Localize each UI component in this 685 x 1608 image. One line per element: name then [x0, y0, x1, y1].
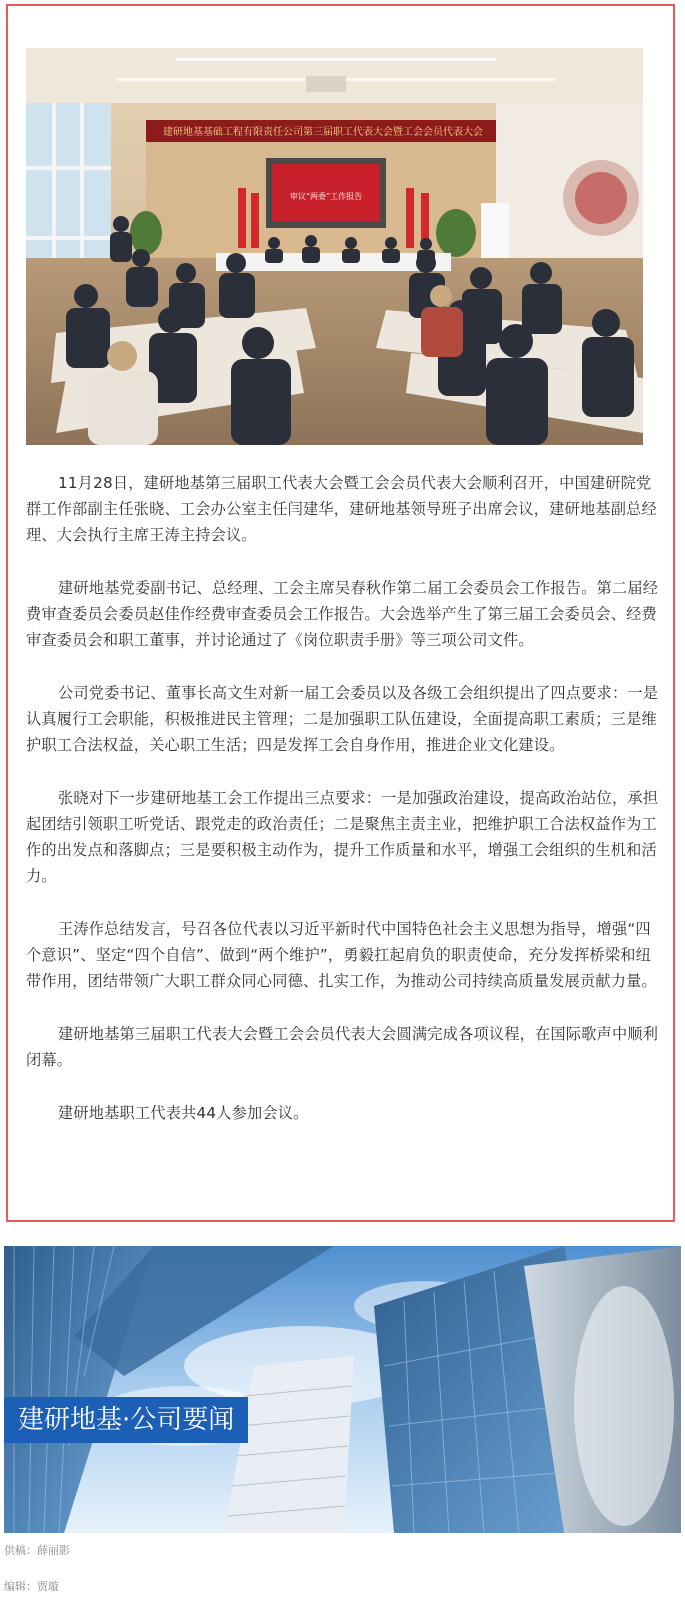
article-paragraph: 王涛作总结发言，号召各位代表以习近平新时代中国特色社会主义思想为指导，增强“四个意识”、坚定“四个自信”、做到“两个维护”，勇毅扛起肩负的职责使命，充分发挥桥梁和纽带作用，团结带领广大职工群众同心同德、扎实工作，为推动公司持续高质量发展贡献力量。 [26, 920, 657, 990]
news-banner [4, 1246, 681, 1533]
section-label: 建研地基·公司要闻 [4, 1397, 248, 1443]
article-paragraph: 建研地基职工代表共44人参加会议。 [58, 1104, 309, 1122]
photo-banner-text: 建研地基基础工程有限责任公司第三届职工代表大会暨工会会员代表大会 [163, 127, 483, 138]
article-paragraph: 建研地基第三届职工代表大会暨工会会员代表大会圆满完成各项议程，在国际歌声中顺利闭幕。 [26, 1025, 659, 1069]
skyscraper-illustration [4, 1246, 681, 1533]
meeting-photo [26, 48, 643, 445]
article-paragraph: 建研地基党委副书记、总经理、工会主席吴春秋作第二届工会委员会工作报告。第二届经费审查委员会委员赵佳作经费审查委员会工作报告。大会选举产生了第三届工会委员会、经费审查委员会和职工董事，并讨论通过了《岗位职责手册》等三项公司文件。 [26, 579, 659, 649]
meeting-photo-illustration [26, 48, 643, 445]
article-body [26, 470, 664, 1153]
supplier-credit: 供稿：薛丽影 [4, 1544, 70, 1557]
photo-screen-text: 审议“两委”工作报告 [289, 192, 363, 201]
article-paragraph: 张晓对下一步建研地基工会工作提出三点要求：一是加强政治建设，提高政治站位，承担起团结引领职工听党话、跟党走的政治责任；二是聚焦主责主业，把维护职工合法权益作为工作的出发点和落脚点；三是要积极主动作为，提升工作质量和水平，增强工会组织的生机和活力。 [26, 789, 659, 885]
article-paragraph: 公司党委书记、董事长高文生对新一届工会委员以及各级工会组织提出了四点要求：一是认真履行工会职能，积极推进民主管理；二是加强职工队伍建设，全面提高职工素质；三是维护职工合法权益，关心职工生活；四是发挥工会自身作用，推进企业文化建设。 [26, 684, 659, 754]
editor-credit: 编辑：贾璇 [4, 1580, 59, 1593]
article-paragraph: 11月28日，建研地基第三届职工代表大会暨工会会员代表大会顺利召开，中国建研院党群工作部副主任张晓、工会办公室主任闫建华，建研地基领导班子出席会议，建研地基副总经理、大会执行主席王涛主持会议。 [26, 474, 657, 544]
